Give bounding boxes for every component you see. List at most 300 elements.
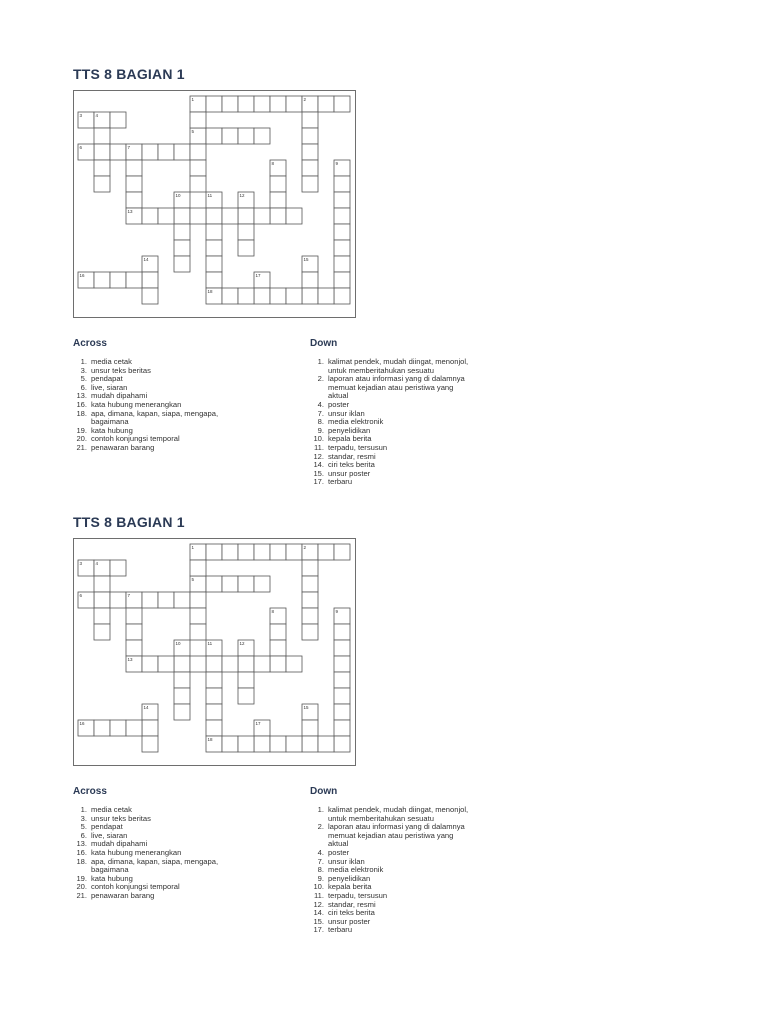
clue-text: unsur poster	[328, 916, 371, 926]
clue-text: penawaran barang	[91, 890, 155, 900]
cell-number: 6	[79, 145, 83, 150]
clue-text: terpadu, tersusun	[328, 442, 388, 452]
grid-cell[interactable]	[270, 640, 286, 656]
grid-cell[interactable]	[334, 640, 350, 656]
clue-item	[67, 892, 287, 901]
grid-cell[interactable]	[334, 224, 350, 240]
cell-number: 4	[95, 561, 99, 566]
clue-text: memuat kejadian atau peristiwa yang	[328, 830, 454, 840]
grid-cell[interactable]	[206, 128, 222, 144]
grid-cell[interactable]	[174, 672, 190, 688]
clue-text: mudah dipahami	[91, 391, 148, 401]
grid-cell[interactable]	[302, 624, 318, 640]
clue-text: unsur poster	[328, 468, 371, 478]
crossword-section-1	[0, 66, 768, 486]
cell-number: 2	[303, 97, 307, 102]
grid-cell[interactable]	[158, 208, 174, 224]
clue-number: 18.	[76, 856, 87, 866]
clue-text: contoh konjungsi temporal	[91, 434, 180, 444]
grid-cell[interactable]	[302, 176, 318, 192]
grid-cell[interactable]	[190, 208, 206, 224]
grid-cell[interactable]	[238, 656, 254, 672]
clue-text: unsur iklan	[328, 408, 365, 418]
grid-cell[interactable]	[206, 272, 222, 288]
grid-cell[interactable]	[174, 592, 190, 608]
grid-cell[interactable]	[238, 240, 254, 256]
clue-text: untuk memberitahukan sesuatu	[328, 813, 434, 823]
grid-cell[interactable]	[318, 96, 334, 112]
clue-text: poster	[328, 399, 350, 409]
clue-number: 8.	[317, 865, 324, 875]
clue-number: 7.	[317, 856, 324, 866]
clue-text: bagaimana	[91, 417, 129, 427]
cell-number: 11	[207, 641, 213, 646]
cell-number: 16	[79, 273, 85, 278]
grid-cell[interactable]	[110, 592, 126, 608]
clue-text: pendapat	[91, 374, 123, 384]
grid-cell[interactable]	[190, 560, 206, 576]
grid-cell[interactable]	[126, 608, 142, 624]
grid-cell[interactable]	[238, 688, 254, 704]
clue-number: 11.	[314, 442, 324, 452]
grid-cell[interactable]	[94, 176, 110, 192]
clue-number: 16.	[76, 399, 87, 409]
grid-cell[interactable]	[270, 96, 286, 112]
clue-text: aktual	[328, 391, 349, 401]
grid-cell[interactable]	[302, 288, 318, 304]
clue-text: unsur teks beritas	[91, 365, 151, 375]
cell-number: 7	[127, 145, 131, 150]
clue-text: media elektronik	[328, 417, 384, 427]
clue-number: 8.	[317, 417, 324, 427]
grid-cell[interactable]	[302, 112, 318, 128]
clue-text: unsur teks beritas	[91, 813, 151, 823]
cell-number: 15	[303, 705, 309, 710]
grid-cell[interactable]	[190, 624, 206, 640]
grid-cell[interactable]	[302, 560, 318, 576]
grid-cell[interactable]	[206, 544, 222, 560]
grid-cell[interactable]	[206, 720, 222, 736]
grid-cell[interactable]	[126, 720, 142, 736]
grid-cell[interactable]	[190, 144, 206, 160]
clue-text: kata hubung menerangkan	[91, 847, 182, 857]
grid-cell[interactable]	[334, 736, 350, 752]
clue-text: mudah dipahami	[91, 839, 148, 849]
grid-cell[interactable]	[270, 544, 286, 560]
across-heading: Across	[73, 338, 107, 349]
grid-cell[interactable]	[286, 656, 302, 672]
grid-cell[interactable]	[318, 288, 334, 304]
grid-cell[interactable]	[238, 576, 254, 592]
grid-cell[interactable]	[174, 208, 190, 224]
clue-number: 6.	[80, 382, 87, 392]
clue-number: 15.	[313, 916, 324, 926]
grid-cell[interactable]	[302, 160, 318, 176]
grid-cell[interactable]	[238, 736, 254, 752]
across-heading: Across	[73, 786, 107, 797]
clue-text: poster	[328, 847, 350, 857]
clue-number: 6.	[80, 830, 87, 840]
across-clues	[67, 358, 287, 453]
grid-cell[interactable]	[94, 624, 110, 640]
grid-cell[interactable]	[222, 544, 238, 560]
down-clues	[304, 806, 534, 935]
grid-cell[interactable]	[174, 256, 190, 272]
grid-cell[interactable]	[206, 656, 222, 672]
grid-cell[interactable]	[334, 240, 350, 256]
grid-cell[interactable]	[270, 208, 286, 224]
clue-number: 12.	[313, 899, 324, 909]
grid-cell[interactable]	[222, 576, 238, 592]
clue-text: live, siaran	[91, 382, 128, 392]
clue-text: live, siaran	[91, 830, 128, 840]
grid-cell[interactable]	[142, 272, 158, 288]
clue-number: 3.	[80, 813, 87, 823]
clue-text: laporan atau informasi yang di dalamnya	[328, 822, 465, 832]
cell-number: 4	[95, 113, 99, 118]
grid-cell[interactable]	[302, 576, 318, 592]
grid-cell[interactable]	[206, 672, 222, 688]
clue-number: 4.	[317, 847, 324, 857]
cell-number: 16	[79, 721, 85, 726]
clue-text: kalimat pendek, mudah diingat, menonjol,	[328, 805, 469, 814]
grid-cell[interactable]	[206, 240, 222, 256]
grid-cell[interactable]	[334, 272, 350, 288]
grid-cell[interactable]	[174, 224, 190, 240]
down-heading: Down	[310, 338, 338, 349]
crossword-section-2	[0, 514, 768, 934]
grid-cell[interactable]	[334, 192, 350, 208]
clue-number: 20.	[76, 882, 87, 892]
grid-cell[interactable]	[334, 256, 350, 272]
page-title: TTS 8 BAGIAN 1	[73, 514, 185, 530]
grid-cell[interactable]	[110, 272, 126, 288]
clue-number: 14.	[313, 460, 324, 470]
grid-cell[interactable]	[222, 128, 238, 144]
grid-cell[interactable]	[206, 704, 222, 720]
clue-text: apa, dimana, kapan, siapa, mengapa,	[91, 408, 219, 418]
grid-cell[interactable]	[334, 656, 350, 672]
grid-cell[interactable]	[334, 672, 350, 688]
clue-number: 1.	[317, 357, 324, 366]
clue-number: 13.	[76, 391, 87, 401]
cell-number: 18	[207, 289, 213, 294]
grid-cell[interactable]	[318, 736, 334, 752]
grid-cell[interactable]	[126, 160, 142, 176]
grid-cell[interactable]	[206, 96, 222, 112]
clue-number: 14.	[313, 908, 324, 918]
grid-cell[interactable]	[334, 704, 350, 720]
clue-text: untuk memberitahukan sesuatu	[328, 365, 434, 375]
grid-cell[interactable]	[190, 176, 206, 192]
clue-number: 10.	[313, 882, 324, 892]
grid-cell[interactable]	[126, 624, 142, 640]
page-title: TTS 8 BAGIAN 1	[73, 66, 185, 82]
crossword-grid	[73, 90, 356, 318]
clue-text: terbaru	[328, 925, 353, 935]
cell-number: 11	[207, 193, 213, 198]
grid-cell[interactable]	[302, 592, 318, 608]
clue-text: standar, resmi	[328, 899, 376, 909]
cell-number: 9	[335, 609, 339, 614]
clue-text: terbaru	[328, 477, 353, 487]
crossword-grid-svg	[74, 539, 355, 765]
clue-text: kepala berita	[328, 434, 372, 444]
crossword-grid-svg	[74, 91, 355, 317]
grid-cell[interactable]	[334, 96, 350, 112]
grid-cell[interactable]	[270, 288, 286, 304]
grid-cell[interactable]	[94, 160, 110, 176]
clue-text: kepala berita	[328, 882, 372, 892]
grid-cell[interactable]	[142, 288, 158, 304]
cell-number: 10	[175, 641, 181, 646]
grid-cell[interactable]	[174, 240, 190, 256]
clue-number: 5.	[80, 822, 87, 832]
cell-number: 3	[79, 561, 83, 566]
grid-cell[interactable]	[286, 736, 302, 752]
grid-cell[interactable]	[286, 96, 302, 112]
grid-cell[interactable]	[302, 272, 318, 288]
grid-cell[interactable]	[238, 208, 254, 224]
clue-text: ciri teks berita	[328, 908, 375, 918]
cell-number: 18	[207, 737, 213, 742]
grid-cell[interactable]	[238, 224, 254, 240]
cell-number: 5	[191, 577, 195, 582]
grid-cell[interactable]	[126, 272, 142, 288]
grid-cell[interactable]	[222, 736, 238, 752]
grid-cell[interactable]	[126, 192, 142, 208]
grid-cell[interactable]	[94, 608, 110, 624]
clue-number: 9.	[317, 873, 324, 883]
cell-number: 5	[191, 129, 195, 134]
clue-item	[304, 478, 534, 487]
grid-cell[interactable]	[206, 576, 222, 592]
clue-number: 19.	[76, 873, 87, 883]
clue-text: penyelidikan	[328, 873, 371, 883]
clue-number: 2.	[317, 822, 324, 832]
cell-number: 1	[191, 97, 195, 102]
grid-cell[interactable]	[334, 288, 350, 304]
grid-cell[interactable]	[302, 608, 318, 624]
clue-number: 12.	[313, 451, 324, 461]
grid-cell[interactable]	[174, 144, 190, 160]
clue-number: 18.	[76, 408, 87, 418]
grid-cell[interactable]	[142, 592, 158, 608]
grid-cell[interactable]	[302, 144, 318, 160]
grid-cell[interactable]	[318, 544, 334, 560]
cell-number: 13	[127, 209, 133, 214]
clue-text: kata hubung menerangkan	[91, 399, 182, 409]
grid-cell[interactable]	[158, 144, 174, 160]
clue-number: 10.	[313, 434, 324, 444]
grid-cell[interactable]	[270, 192, 286, 208]
grid-cell[interactable]	[222, 288, 238, 304]
down-heading: Down	[310, 786, 338, 797]
clue-number: 21.	[76, 442, 87, 452]
clue-text: penyelidikan	[328, 425, 371, 435]
grid-cell[interactable]	[142, 208, 158, 224]
clue-number: 19.	[76, 425, 87, 435]
clue-number: 5.	[80, 374, 87, 384]
grid-cell[interactable]	[286, 208, 302, 224]
grid-cell[interactable]	[174, 704, 190, 720]
grid-cell[interactable]	[142, 144, 158, 160]
grid-cell[interactable]	[302, 736, 318, 752]
clue-number: 4.	[317, 399, 324, 409]
clue-text: kata hubung	[91, 425, 133, 435]
cell-number: 12	[239, 193, 245, 198]
grid-cell[interactable]	[222, 208, 238, 224]
clue-text: apa, dimana, kapan, siapa, mengapa,	[91, 856, 219, 866]
grid-cell[interactable]	[254, 656, 270, 672]
clue-number: 1.	[80, 357, 87, 366]
clue-number: 17.	[313, 477, 324, 487]
cell-number: 2	[303, 545, 307, 550]
grid-cell[interactable]	[334, 688, 350, 704]
cell-number: 8	[271, 609, 275, 614]
cell-number: 14	[143, 257, 149, 262]
grid-cell[interactable]	[270, 176, 286, 192]
cell-number: 8	[271, 161, 275, 166]
grid-cell[interactable]	[254, 96, 270, 112]
grid-cell[interactable]	[110, 112, 126, 128]
clue-text: penawaran barang	[91, 442, 155, 452]
cell-number: 17	[255, 273, 261, 278]
clue-number: 2.	[317, 374, 324, 384]
clue-item	[67, 444, 287, 453]
grid-cell[interactable]	[126, 176, 142, 192]
clue-number: 21.	[76, 890, 87, 900]
grid-cell[interactable]	[190, 160, 206, 176]
clue-text: media cetak	[91, 805, 132, 814]
grid-cell[interactable]	[94, 128, 110, 144]
grid-cell[interactable]	[158, 592, 174, 608]
grid-cell[interactable]	[206, 256, 222, 272]
grid-cell[interactable]	[142, 656, 158, 672]
grid-cell[interactable]	[254, 544, 270, 560]
grid-cell[interactable]	[190, 592, 206, 608]
grid-cell[interactable]	[142, 736, 158, 752]
clue-text: contoh konjungsi temporal	[91, 882, 180, 892]
grid-cell[interactable]	[254, 576, 270, 592]
grid-cell[interactable]	[94, 592, 110, 608]
grid-cell[interactable]	[238, 288, 254, 304]
down-clues	[304, 358, 534, 487]
grid-cell[interactable]	[334, 624, 350, 640]
clue-number: 1.	[80, 805, 87, 814]
clue-text: standar, resmi	[328, 451, 376, 461]
clue-number: 13.	[76, 839, 87, 849]
grid-cell[interactable]	[270, 624, 286, 640]
grid-cell[interactable]	[254, 736, 270, 752]
grid-cell[interactable]	[270, 736, 286, 752]
grid-cell[interactable]	[190, 112, 206, 128]
grid-cell[interactable]	[110, 144, 126, 160]
grid-cell[interactable]	[110, 560, 126, 576]
clue-number: 16.	[76, 847, 87, 857]
clue-text: kalimat pendek, mudah diingat, menonjol,	[328, 357, 469, 366]
clue-number: 7.	[317, 408, 324, 418]
grid-cell[interactable]	[190, 656, 206, 672]
cell-number: 7	[127, 593, 131, 598]
grid-cell[interactable]	[238, 672, 254, 688]
clue-text: bagaimana	[91, 865, 129, 875]
grid-cell[interactable]	[94, 576, 110, 592]
grid-cell[interactable]	[174, 656, 190, 672]
cell-number: 6	[79, 593, 83, 598]
grid-cell[interactable]	[142, 720, 158, 736]
cell-number: 12	[239, 641, 245, 646]
grid-cell[interactable]	[334, 720, 350, 736]
clue-text: unsur iklan	[328, 856, 365, 866]
clue-text: media cetak	[91, 357, 132, 366]
grid-cell[interactable]	[190, 608, 206, 624]
clue-number: 11.	[314, 890, 324, 900]
grid-cell[interactable]	[126, 640, 142, 656]
grid-cell[interactable]	[206, 224, 222, 240]
cell-number: 3	[79, 113, 83, 118]
clue-number: 20.	[76, 434, 87, 444]
clue-number: 15.	[313, 468, 324, 478]
grid-cell[interactable]	[286, 544, 302, 560]
grid-cell[interactable]	[222, 656, 238, 672]
clue-item	[304, 926, 534, 935]
clue-text: aktual	[328, 839, 349, 849]
grid-cell[interactable]	[302, 128, 318, 144]
cell-number: 13	[127, 657, 133, 662]
grid-cell[interactable]	[270, 656, 286, 672]
grid-cell[interactable]	[334, 544, 350, 560]
cell-number: 9	[335, 161, 339, 166]
clue-number: 17.	[313, 925, 324, 935]
clue-text: laporan atau informasi yang di dalamnya	[328, 374, 465, 384]
grid-cell[interactable]	[110, 720, 126, 736]
clue-text: pendapat	[91, 822, 123, 832]
cell-number: 1	[191, 545, 195, 550]
grid-cell[interactable]	[94, 272, 110, 288]
grid-cell[interactable]	[302, 720, 318, 736]
grid-cell[interactable]	[238, 96, 254, 112]
grid-cell[interactable]	[206, 688, 222, 704]
grid-cell[interactable]	[94, 720, 110, 736]
grid-cell[interactable]	[334, 208, 350, 224]
grid-cell[interactable]	[174, 688, 190, 704]
clue-number: 3.	[80, 365, 87, 375]
cell-number: 15	[303, 257, 309, 262]
grid-cell[interactable]	[254, 288, 270, 304]
clue-number: 9.	[317, 425, 324, 435]
grid-cell[interactable]	[94, 144, 110, 160]
crossword-grid	[73, 538, 356, 766]
grid-cell[interactable]	[254, 208, 270, 224]
clue-text: media elektronik	[328, 865, 384, 875]
grid-cell[interactable]	[254, 128, 270, 144]
grid-cell[interactable]	[238, 544, 254, 560]
grid-cell[interactable]	[286, 288, 302, 304]
cell-number: 14	[143, 705, 149, 710]
clue-text: terpadu, tersusun	[328, 890, 388, 900]
grid-cell[interactable]	[222, 96, 238, 112]
clue-text: ciri teks berita	[328, 460, 375, 470]
cell-number: 17	[255, 721, 261, 726]
cell-number: 10	[175, 193, 181, 198]
across-clues	[67, 806, 287, 901]
grid-cell[interactable]	[158, 656, 174, 672]
grid-cell[interactable]	[206, 208, 222, 224]
grid-cell[interactable]	[334, 176, 350, 192]
clue-text: memuat kejadian atau peristiwa yang	[328, 382, 454, 392]
grid-cell[interactable]	[238, 128, 254, 144]
